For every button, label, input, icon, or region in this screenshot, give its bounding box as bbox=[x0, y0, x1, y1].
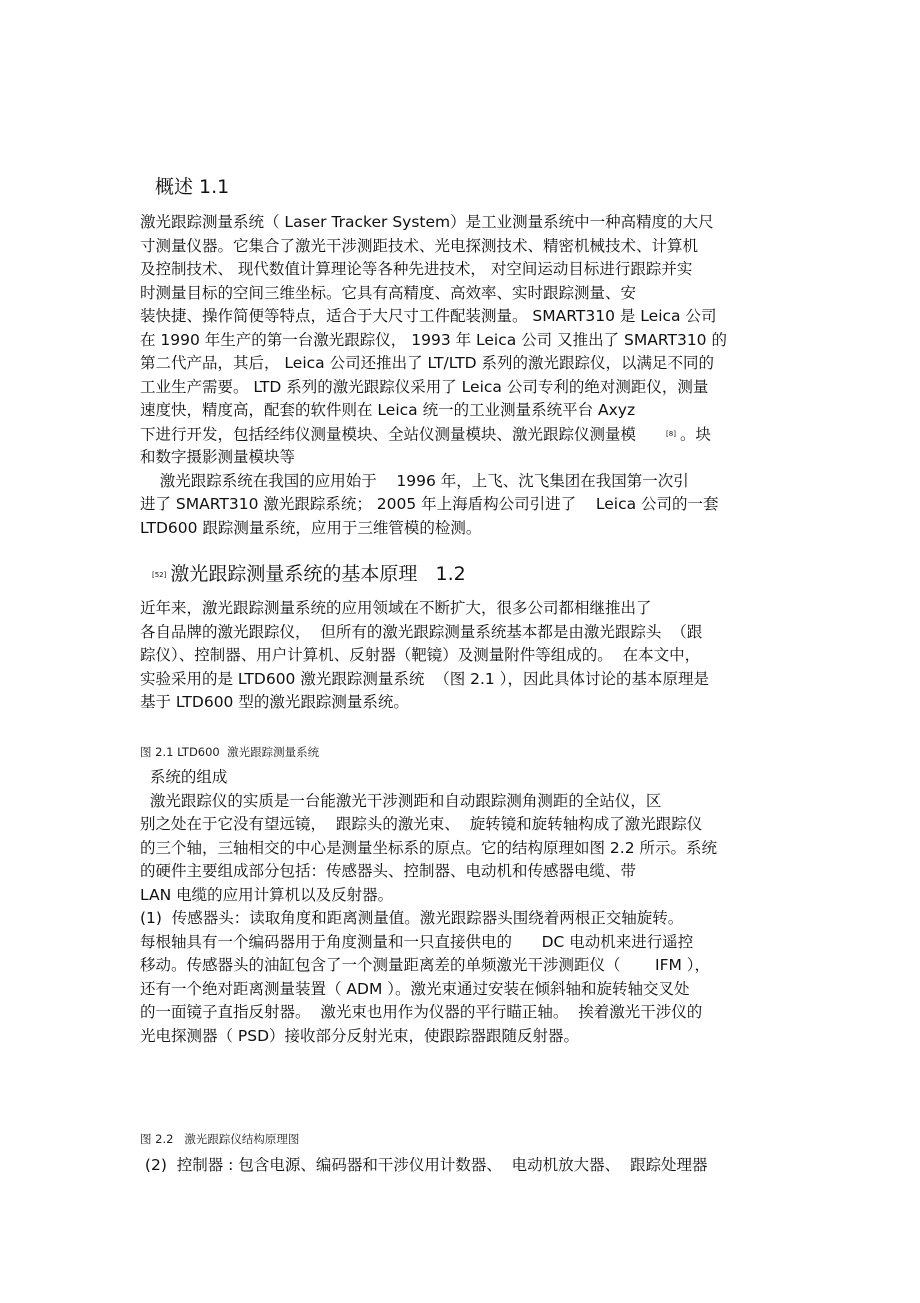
text-line: 激光跟踪测量系统（ Laser Tracker System）是工业测量系统中一种高精度的大尺 bbox=[140, 213, 714, 231]
text-line: 激光跟踪系统在我国的应用始于 1996 年，上飞、沈飞集团在我国第一次引 bbox=[140, 471, 689, 490]
text-line: 各自品牌的激光跟踪仪， 但所有的激光跟踪测量系统基本都是由激光跟踪头 （跟 bbox=[140, 622, 703, 641]
figure-2-1-caption: 图 2.1 LTD600 激光跟踪测量系统 bbox=[140, 745, 320, 759]
section-heading-1-2 bbox=[152, 561, 466, 588]
text-line: 工业生产需要。 LTD 系列的激光跟踪仪采用了 Leica 公司专利的绝对测距仪，测量 bbox=[140, 377, 709, 396]
text-line: 进了 SMART310 激光跟踪系统； 2005 年上海盾构公司引进了 Leica 公司的一套 bbox=[140, 495, 719, 513]
text-line-with-citation bbox=[140, 423, 790, 447]
text-line: 别之处在于它没有望远镜， 跟踪头的激光束、 旋转镜和旋转轴构成了激光跟踪仪 bbox=[140, 815, 703, 833]
text-line: 在 1990 年生产的第一台激光跟踪仪， 1993 年 Leica 公司 又推出了 SMART310 的 bbox=[140, 330, 727, 349]
text-line: 的三个轴，三轴相交的中心是测量坐标系的原点。它的结构原理如图 2.2 所示。系统 bbox=[140, 838, 718, 857]
subheading: 系统的组成 bbox=[140, 768, 228, 786]
text-line: 的硬件主要组成部分包括：传感器头、控制器、电动机和传感器电缆、带 bbox=[140, 862, 637, 880]
text-line: 寸测量仪器。它集合了激光干涉测距技术、光电探测技术、精密机械技术、计算机 bbox=[140, 236, 699, 255]
text-line: 近年来，激光跟踪测量系统的应用领域在不断扩大，很多公司都相继推出了 bbox=[140, 599, 652, 617]
text-line: 基于 LTD600 型的激光跟踪测量系统。 bbox=[140, 693, 409, 711]
text-line: 装快捷、操作简便等特点，适合于大尺寸工件配装测量。 SMART310 是 Leica 公司 bbox=[140, 307, 717, 325]
text-line: (1) 传感器头：读取角度和距离测量值。激光跟踪器头围绕着两根正交轴旋转。 bbox=[140, 909, 684, 927]
text-line: 和数字摄影测量模块等 bbox=[140, 448, 296, 466]
text-line: 每根轴具有一个编码器用于角度测量和一只直接供电的 DC 电动机来进行遥控 bbox=[140, 932, 694, 951]
text-line: 踪仪）、控制器、用户计算机、反射器（靶镜）及测量附件等组成的。 在本文中， bbox=[140, 646, 701, 664]
text-line: 及控制技术、 现代数值计算理论等各种先进技术， 对空间运动目标进行跟踪并实 bbox=[140, 260, 693, 278]
text-line: LTD600 跟踪测量系统，应用于三维管模的检测。 bbox=[140, 518, 482, 537]
citation-ref: [52] bbox=[152, 570, 167, 579]
composition-paragraph bbox=[140, 766, 790, 1048]
section-heading-1-1: 概述 1.1 bbox=[155, 176, 230, 198]
text-line: 的一面镜子直指反射器。 激光束也用作为仪器的平行瞄正轴。 挨着激光干涉仪的 bbox=[140, 1003, 703, 1021]
text-line: 光电探测器（ PSD）接收部分反射光束，使跟踪器跟随反射器。 bbox=[140, 1026, 580, 1045]
controller-paragraph bbox=[140, 1154, 790, 1178]
citation-ref: [8] bbox=[666, 429, 676, 438]
text-line: (2) 控制器 : 包含电源、编码器和干涉仪用计数器、 电动机放大器、 跟踪处理器 bbox=[140, 1156, 708, 1174]
text-line: 实验采用的是 LTD600 激光跟踪测量系统 （图 2.1 ），因此具体讨论的基本原理是 bbox=[140, 669, 709, 688]
text-line-segment: 下进行开发，包括经纬仪测量模块、全站仪测量模块、激光跟踪仪测量模 bbox=[140, 424, 637, 443]
text-line: 移动。传感器头的油缸包含了一个测量距离差的单频激光干涉测距仪（ IFM ）， bbox=[140, 956, 711, 974]
text-line: 还有一个绝对距离测量装置（ ADM ）。激光束通过安装在倾斜轴和旋转轴交叉处 bbox=[140, 979, 690, 998]
text-line-tail: 。块 bbox=[679, 424, 711, 443]
figure-2-2-caption: 图 2.2 激光跟踪仪结构原理图 bbox=[140, 1132, 300, 1146]
text-line: 第二代产品，其后， Leica 公司还推出了 LT/LTD 系列的激光跟踪仪，以满足不同的 bbox=[140, 354, 715, 372]
intro-paragraph bbox=[140, 211, 790, 540]
text-line: 速度快，精度高，配套的软件则在 Leica 统一的工业测量系统平台 Axyz bbox=[140, 401, 636, 419]
text-line: 时测量目标的空间三维坐标。它具有高精度、高效率、实时跟踪测量、安 bbox=[140, 283, 637, 302]
text-line: LAN 电缆的应用计算机以及反射器。 bbox=[140, 885, 394, 904]
principle-paragraph bbox=[140, 597, 790, 715]
text-line: 激光跟踪仪的实质是一台能激光干涉测距和自动跟踪测角测距的全站仪，区 bbox=[140, 791, 662, 810]
section-heading-text: 激光跟踪测量系统的基本原理 1.2 bbox=[170, 563, 466, 585]
